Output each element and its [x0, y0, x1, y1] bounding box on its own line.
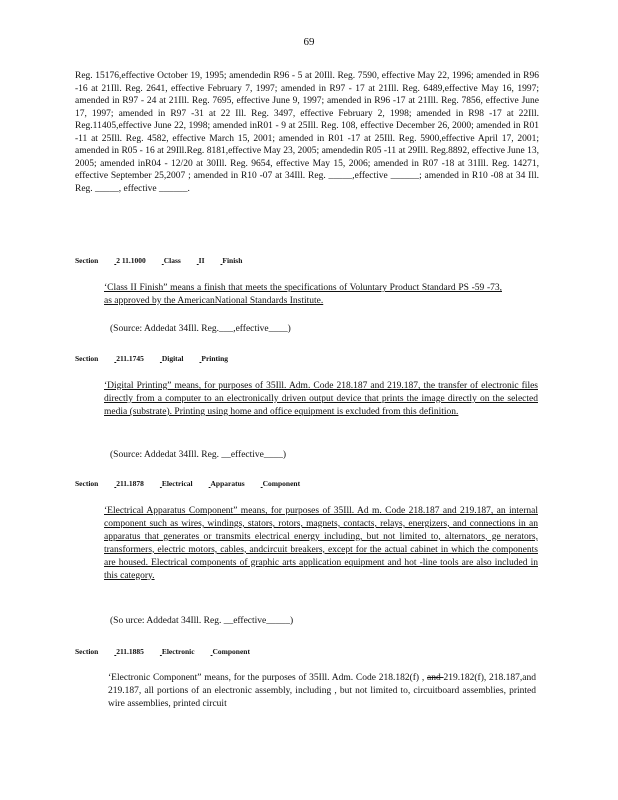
struck-text: and [427, 673, 444, 683]
page-number: 69 [303, 36, 315, 48]
source-note: (Source: Addedat 34Ill. Reg. __effective____) [110, 450, 287, 460]
section-heading-211-1745 [75, 354, 244, 363]
section-title-word: Finish [222, 256, 243, 265]
section-number: 211.1745 [116, 354, 144, 363]
section-title-word: Component [262, 479, 301, 488]
section-title-word: Electronic [161, 647, 195, 656]
source-note: (Source: Addedat 34Ill. Reg.___,effective____) [110, 324, 291, 334]
section-label: Section [75, 354, 99, 363]
section-title-word: Printing [201, 354, 229, 363]
section-heading-211-1000 [75, 256, 258, 265]
source-note: (So urce: Addedat 34Ill. Reg. __effective_____) [110, 616, 294, 626]
section-label: Section [75, 256, 99, 265]
section-title-word: Digital [161, 354, 184, 363]
section-heading-211-1885 [75, 647, 266, 656]
definition-text: ‘Electronic Component” means, for the purposes of 35Ill. Adm. Code 218.182(f) , [108, 673, 428, 683]
section-heading-211-1878 [75, 479, 316, 488]
definition-electrical-apparatus-component: ‘Electrical Apparatus Component” means, for purposes of 35Ill. Ad m. Code 218.187 and 219.187, an internal component such as wires, windings, stators, rotors, magnets, contacts, relays, energizers, and connections in an apparatus that generates or transmits electrical energy including, but not limited to, alternators, ge nerators, transformers, electric motors, cables, andcircuit breakers, except for the actual cabinet in which the components are housed. Electrical components of graphic arts application equipment and hot -line tools are also included in this category. [104, 506, 538, 581]
section-title-word: Electrical [161, 479, 193, 488]
section-number: 211.1878 [116, 479, 144, 488]
section-title-word: Class [163, 256, 181, 265]
section-label: Section [75, 647, 99, 656]
section-title-word: II [198, 256, 205, 265]
definition-digital-printing: ‘Digital Printing” means, for purposes of 35Ill. Adm. Code 218.187 and 219.187, the transfer of electronic files directly from a computer to an electronically driven output device that prints the image directly on the selected media (substrate). Printing using home and office equipment is excluded from this definition. [104, 381, 538, 417]
section-number: 2 11.1000 [116, 256, 146, 265]
definition-electronic-component [108, 672, 536, 711]
definition-text: 219.182(f), 218.187,and 219.187, all portions of an electronic assembly, including , but not limited to, circuitboard assemblies, printed wire assemblies, printed circuit [108, 673, 536, 709]
section-title-word: Component [212, 647, 250, 656]
amendment-history: Reg. 15176,effective October 19, 1995; amendedin R96 - 5 at 20Ill. Reg. 7590, effective May 22, 1996; amended in R96 -16 at 21Ill. Reg. 2641, effective February 7, 1997; amended in R97 - 17 at 21Ill. Reg. 6489,effective May 16, 1997; amended in R97 - 24 at 21Ill. Reg. 7695, effective June 9, 1997; amended in R96 -17 at 21Ill. Reg. 7856, effective June 17, 1997; amended in R97 -31 at 22 Ill. Reg. 3497, effective February 2, 1998; amended in R98 -17 at 22Ill. Reg.11405,effective June 22, 1998; amended inR01 - 9 at 25Ill. Reg. 108, effective December 26, 2000; amended in R01 -11 at 25Ill. Reg. 4582, effective March 15, 2001; amended in R01 -17 at 25Ill. Reg. 5900,effective April 17, 2001; amended in R05 - 16 at 29Ill.Reg. 8181,effective May 23, 2005; amendedin R05 -11 at 29Ill. Reg.8892, effective June 13, 2005; amended inR04 - 12/20 at 30Ill. Reg. 9654, effective May 15, 2006; amended in R07 -18 at 31Ill. Reg. 14271, effective September 25,2007 ; amended in R10 -07 at 34Ill. Reg. _____,effective ______; amended in R10 -08 at 34 Ill. Reg. _____, effective ______. [75, 71, 539, 194]
definition-class-ii-finish: ‘Class II Finish” means a finish that meets the specifications of Voluntary Product Standard PS -59 -73, as approved by the AmericanNational Standards Institute. [104, 283, 502, 306]
section-label: Section [75, 479, 99, 488]
section-number: 211.1885 [116, 647, 144, 656]
section-title-word: Apparatus [210, 479, 245, 488]
